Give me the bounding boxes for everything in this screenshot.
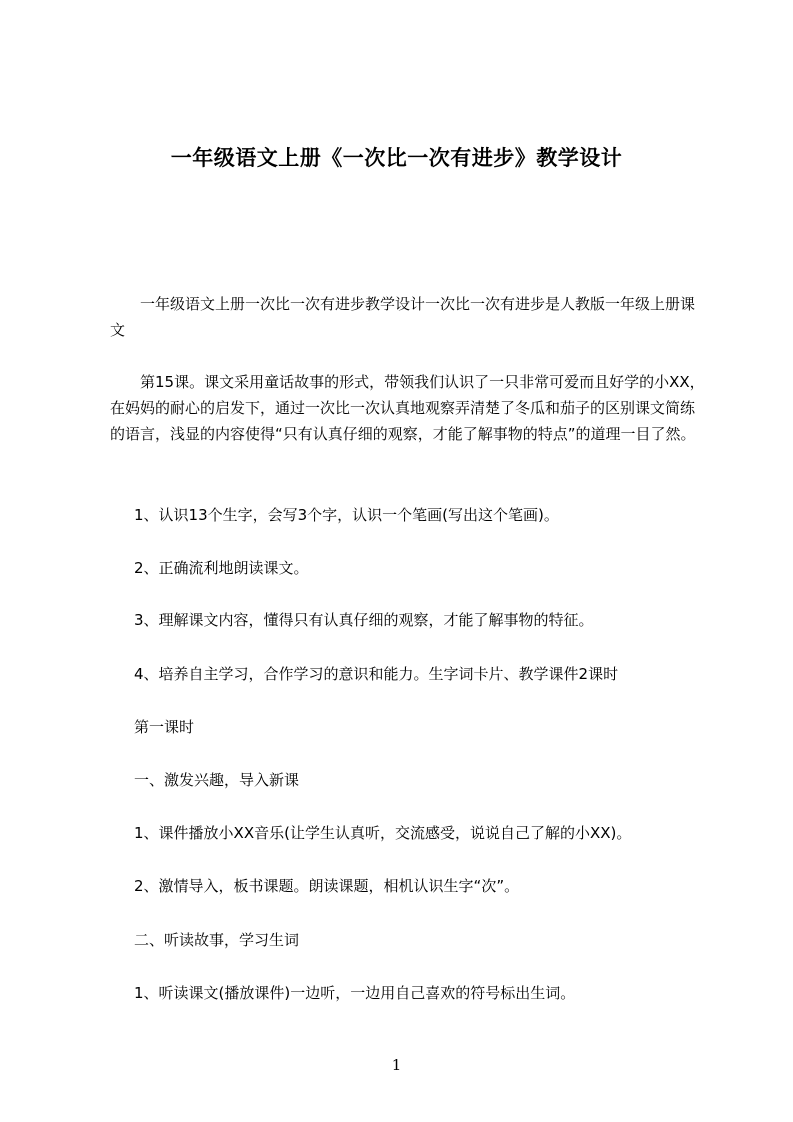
section-heading-part-1: 一、激发兴趣，导入新课	[134, 771, 300, 789]
section-heading-first-lesson: 第一课时	[134, 718, 195, 736]
paragraph-objective-2: 2、正确流利地朗读课文。	[134, 559, 309, 577]
paragraph-step-2-1: 1、听读课文(播放课件)一边听，一边用自己喜欢的符号标出生词。	[134, 984, 576, 1002]
paragraph-step-1-2: 2、激情导入，板书课题。朗读课题，相机认识生字“次”。	[134, 877, 520, 895]
paragraph-objective-4: 4、培养自主学习，合作学习的意识和能力。生字词卡片、教学课件2课时	[134, 665, 619, 683]
document-title: 一年级语文上册《一次比一次有进步》教学设计	[170, 146, 623, 170]
section-heading-part-2: 二、听读故事，学习生词	[134, 931, 300, 949]
paragraph-lesson-summary: 第15课。课文采用童话故事的形式，带领我们认识了一只非常可爱而且好学的小XX，在妈妈的耐心的启发下，通过一次比一次认真地观察弄清楚了冬瓜和茄子的区别课文简练的语言，浅显的内容使得“只有认真仔细的观察，才能了解事物的特点”的道理一目了然。	[110, 373, 705, 443]
paragraph-objective-3: 3、理解课文内容，懂得只有认真仔细的观察，才能了解事物的特征。	[134, 611, 594, 629]
page-number: 1	[391, 1056, 402, 1074]
paragraph-step-1-1: 1、课件播放小XX音乐(让学生认真听，交流感受，说说自己了解的小XX)。	[134, 824, 632, 842]
paragraph-objective-1: 1、认识13个生字，会写3个字，认识一个笔画(写出这个笔画)。	[134, 506, 559, 524]
paragraph-intro: 一年级语文上册一次比一次有进步教学设计一次比一次有进步是人教版一年级上册课文	[110, 295, 696, 339]
